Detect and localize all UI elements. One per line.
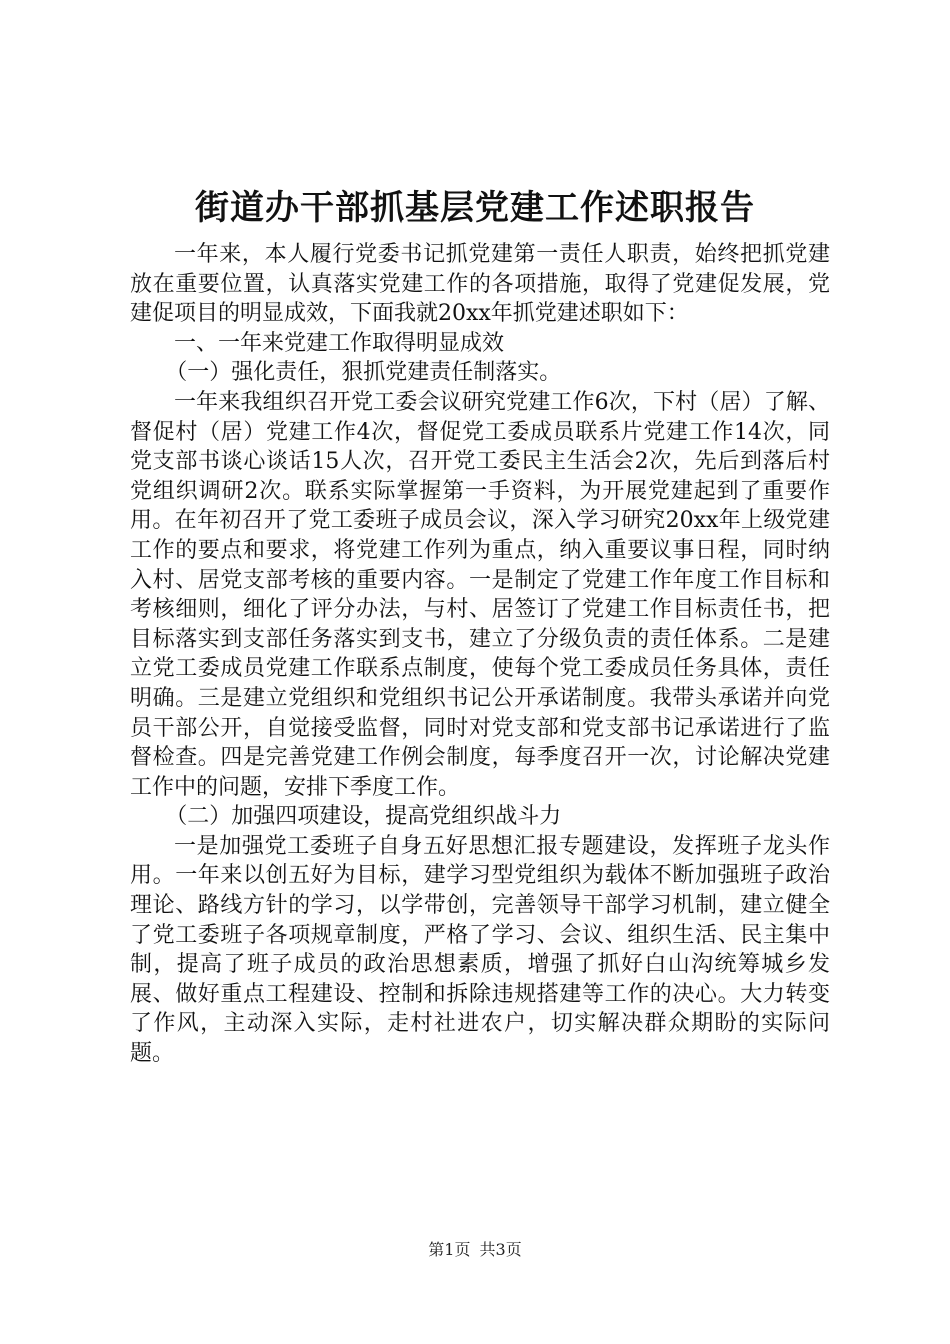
document-title: 街道办干部抓基层党建工作述职报告 <box>195 188 755 228</box>
document-body <box>130 240 830 1069</box>
body-paragraph-1: 一年来我组织召开党工委会议研究党建工作6次，下村（居）了解、督促村（居）党建工作4次，督促党工委成员联系片党建工作14次，同党支部书谈心谈话15人次，召开党工委民主生活会2次，先后到落后村党组织调研2次。联系实际掌握第一手资料，为开展党建起到了重要作用。在年初召开了党工委班子成员会议，深入学习研究20xx年上级党建工作的要点和要求，将党建工作列为重点，纳入重要议事日程，同时纳入村、居党支部考核的重要内容。一是制定了党建工作年度工作目标和考核细则，细化了评分办法，与村、居签订了党建工作目标责任书，把目标落实到支部任务落实到支书，建立了分级负责的责任体系。二是建立党工委成员党建工作联系点制度，使每个党工委成员任务具体，责任明确。三是建立党组织和党组织书记公开承诺制度。我带头承诺并向党员干部公开，自觉接受监督，同时对党支部和党支部书记承诺进行了监督检查。四是完善党建工作例会制度，每季度召开一次，讨论解决党建工作中的问题，安排下季度工作。 <box>130 389 830 800</box>
section-heading-1: 一、一年来党建工作取得明显成效 <box>174 330 505 356</box>
body-paragraph-2: 一是加强党工委班子自身五好思想汇报专题建设，发挥班子龙头作用。一年来以创五好为目标，建学习型党组织为载体不断加强班子政治理论、路线方针的学习，以学带创，完善领导干部学习机制，建立健全了党工委班子各项规章制度，严格了学习、会议、组织生活、民主集中制，提高了班子成员的政治思想素质，增强了抓好白山沟统筹城乡发展、做好重点工程建设、控制和拆除违规搭建等工作的决心。大力转变了作风，主动深入实际，走村社进农户，切实解决群众期盼的实际问题。 <box>130 833 830 1067</box>
page-footer <box>0 1238 950 1262</box>
page-total: 共3页 <box>479 1240 522 1259</box>
subsection-heading-1: （一）强化责任，狠抓党建责任制落实。 <box>165 360 562 386</box>
subsection-heading-2: （二）加强四项建设，提高党组织战斗力 <box>165 804 562 830</box>
page-number: 第1页 <box>428 1240 471 1259</box>
intro-paragraph: 一年来，本人履行党委书记抓党建第一责任人职责，始终把抓党建放在重要位置，认真落实党建工作的各项措施，取得了党建促发展，党建促项目的明显成效，下面我就20xx年抓党建述职如下： <box>130 242 830 327</box>
